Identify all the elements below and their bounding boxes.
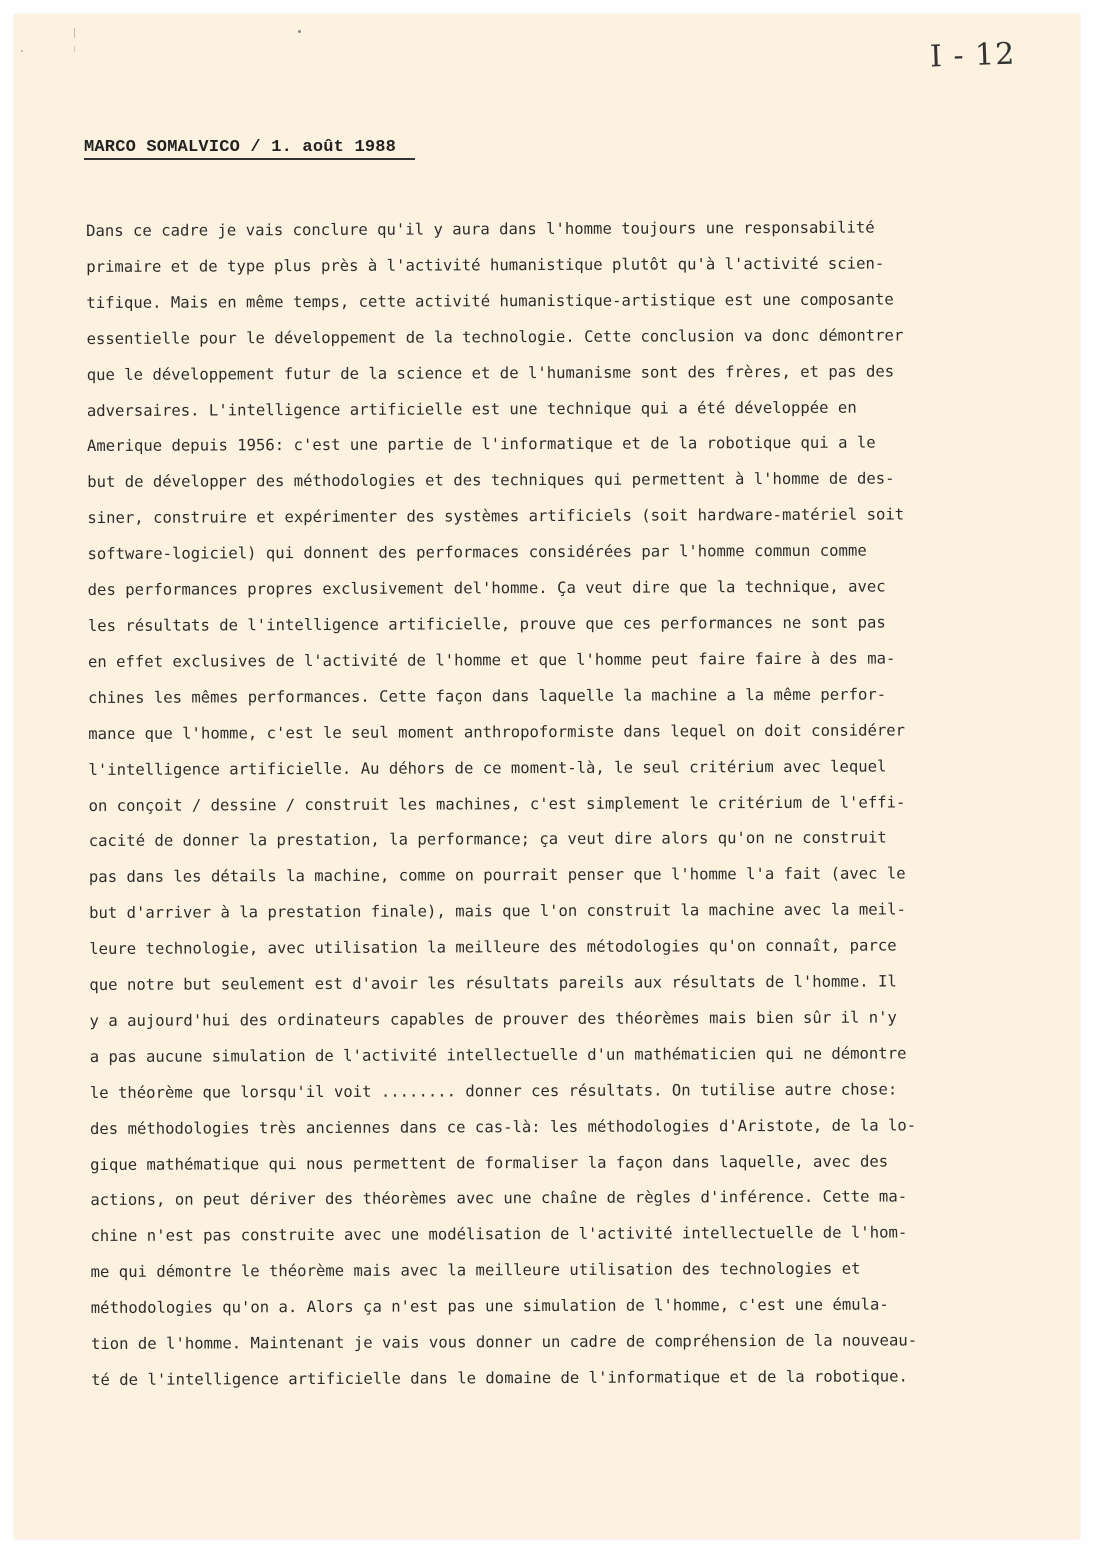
text-line: but d'arriver à la prestation finale), mais que l'on construit la machine avec la meil- [89, 900, 906, 923]
text-line: actions, on peut dériver des théorèmes avec une chaîne de règles d'inférence. Cette ma- [90, 1187, 908, 1210]
margin-mark [74, 46, 75, 52]
ink-dot [298, 30, 301, 33]
text-line: cacité de donner la prestation, la performance; ça veut dire alors qu'on ne construit [88, 828, 887, 851]
text-line: l'intelligence artificielle. Au déhors de ce moment-là, le seul critérium avec lequel [88, 757, 887, 779]
text-line: tion de l'homme. Maintenant je vais vous donner un cadre de compréhension de la nouveau- [90, 1331, 918, 1354]
text-line: but de développer des méthodologies et des techniques qui permettent à l'homme de des- [87, 469, 895, 492]
text-line: chine n'est pas construite avec une modélisation de l'activité intellectuelle de l'hom- [90, 1223, 908, 1246]
document-header: MARCO SOMALVICO / 1. août 1988 [84, 138, 397, 157]
body-text [86, 210, 1080, 1399]
text-line: mance que l'homme, c'est le seul moment anthropoformiste dans lequel on doit considérer [88, 721, 906, 743]
text-line: essentielle pour le développement de la technologie. Cette conclusion va donc démontrer [86, 326, 904, 348]
text-line: des méthodologies très anciennes dans ce cas-là: les méthodologies d'Aristote, de la lo- [89, 1116, 917, 1138]
text-line: que notre but seulement est d'avoir les résultats pareils aux résultats de l'homme. Il [89, 972, 897, 995]
handwritten-folio-number: I - 12 [929, 36, 1016, 75]
text-line: le théorème que lorsqu'il voit ........ donner ces résultats. On tutilise autre chose: [89, 1080, 898, 1102]
text-line: a pas aucune simulation de l'activité intellectuelle d'un mathématicien qui ne démontre [89, 1044, 907, 1066]
text-line: té de l'intelligence artificielle dans le domaine de l'informatique et de la robotique. [91, 1367, 908, 1389]
text-line: siner, construire et expérimenter des systèmes artificiels (soit hardware-matériel soit [87, 505, 905, 528]
text-line: méthodologies qu'on a. Alors ça n'est pas une simulation de l'homme, c'est une émula- [90, 1295, 889, 1318]
text-line: tifique. Mais en même temps, cette activité humanistique-artistique est une composante [86, 290, 894, 312]
text-line: pas dans les détails la machine, comme on pourrait penser que l'homme l'a fait (avec le [88, 864, 906, 887]
text-line: chines les mêmes performances. Cette façon dans laquelle la machine a la même perfor- [88, 685, 887, 707]
margin-mark [74, 28, 75, 38]
text-line: me qui démontre le théorème mais avec la meilleure utilisation des technologies et [90, 1259, 861, 1282]
text-line: adversaires. L'intelligence artificielle est une technique qui a été développée en [86, 398, 857, 420]
text-line: on conçoit / dessine / construit les machines, c'est simplement le critérium de l'effi- [88, 792, 906, 815]
document-page [14, 14, 1080, 1539]
text-line: primaire et de type plus près à l'activité humanistique plutôt qu'à l'activité scien- [86, 254, 885, 276]
text-line: les résultats de l'intelligence artificielle, prouve que ces performances ne sont pas [87, 613, 886, 635]
text-line: software-logiciel) qui donnent des performaces considérées par l'homme commun comme [87, 541, 867, 564]
text-line: que le développement futur de la science et de l'humanisme sont des frères, et pas des [86, 362, 895, 384]
text-line: des performances propres exclusivement del'homme. Ça veut dire que la technique, avec [87, 577, 886, 600]
margin-mark [21, 50, 23, 52]
text-line: Amerique depuis 1956: c'est une partie de l'informatique et de la robotique qui a le [86, 433, 876, 456]
header-underline [84, 158, 415, 160]
text-line: y a aujourd'hui des ordinateurs capables de prouver des théorèmes mais bien sûr il n'y [89, 1008, 897, 1030]
text-line: en effet exclusives de l'activité de l'homme et que l'homme peut faire faire à des ma- [87, 649, 896, 671]
text-line: Dans ce cadre je vais conclure qu'il y aura dans l'homme toujours une responsabilité [86, 218, 875, 240]
text-line: leure technologie, avec utilisation la meilleure des métodologies qu'on connaît, parce [89, 936, 897, 959]
text-line: gique mathématique qui nous permettent de formaliser la façon dans laquelle, avec des [90, 1152, 889, 1174]
